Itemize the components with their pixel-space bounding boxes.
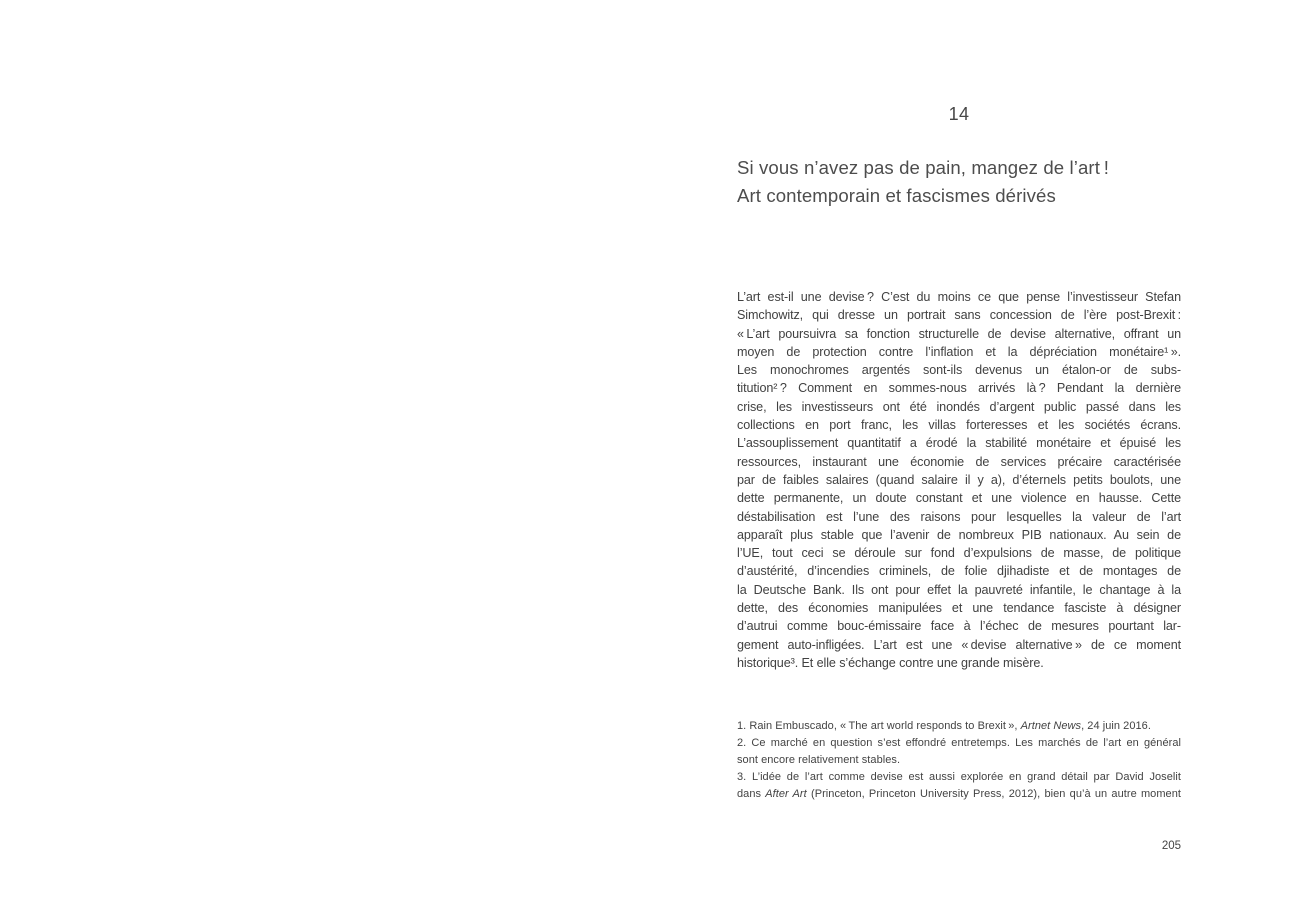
body-paragraph [737,288,1181,672]
footnote-line [737,769,1181,786]
footnote-text: dans [737,788,766,800]
footnote-text: sont encore relativement stables. [737,754,901,766]
page-number: 205 [1161,840,1181,852]
footnote-text: 3. L’idée de l’art comme devise est aussi explorée en grand détail par David Joselit [737,771,1181,783]
footnote-line [737,718,1181,735]
chapter-title [737,154,1181,209]
body-line: d’austérité, d’incendies criminels, de folie djihadiste et de montages de [737,564,1181,579]
body-line: crise, les investisseurs ont été inondés d’argent public passé dans les [737,399,1181,414]
body-line: titution² ? Comment en sommes-nous arrivés là ? Pendant la dernière [737,381,1181,396]
body-line: moyen de protection contre l’inflation et la dépréciation monétaire¹ ». [737,344,1181,359]
body-line: historique³. Et elle s’échange contre une grande misère. [737,655,1044,670]
footnote-text: 2. Ce marché en question s’est effondré entretemps. Les marchés de l’art en général [737,737,1181,749]
body-line: dette, des économies manipulées et une tendance fasciste à désigner [737,601,1181,616]
body-line: Les monochromes argentés sont-ils devenus un étalon-or de subs- [737,363,1181,378]
body-line: L’art est-il une devise ? C’est du moins ce que pense l’investisseur Stefan [737,290,1181,304]
chapter-number: 14 [948,104,970,124]
body-line: dette permanente, un doute constant et une violence en hausse. Cette [737,491,1181,506]
chapter-title-line-2: Art contemporain et fascismes dérivés [737,184,1056,206]
footnote-text: , 24 juin 2016. [1081,720,1151,732]
footnote-italic-text: Artnet News [1020,720,1082,732]
body-line: par de faibles salaires (quand salaire il y a), d’éternels petits boulots, une [737,472,1181,487]
footnote-line [737,786,1181,803]
footnote-line [737,752,1181,769]
body-line: L’assouplissement quantitatif a érodé la stabilité monétaire et épuisé les [737,436,1181,451]
footnote-line [737,735,1181,752]
body-line: ressources, instaurant une économie de services précaire caractérisée [737,454,1181,469]
body-line: déstabilisation est l’une des raisons pour lesquelles la valeur de l’art [737,509,1181,524]
body-line: Simchowitz, qui dresse un portrait sans concession de l’ère post-Brexit : [737,308,1181,323]
footnote-text: 1. Rain Embuscado, « The art world responds to Brexit », [737,720,1021,732]
body-line: apparaît plus stable que l’avenir de nombreux PIB nationaux. Au sein de [737,527,1181,542]
body-line: collections en port franc, les villas forteresses et les sociétés écrans. [737,418,1181,433]
body-line: l’UE, tout ceci se déroule sur fond d’expulsions de masse, de politique [737,546,1181,561]
body-line: « L’art poursuivra sa fonction structurelle de devise alternative, offrant un [737,326,1181,341]
footnotes [737,718,1181,803]
body-line: d’autrui comme bouc-émissaire face à l’échec de mesures pourtant lar- [737,619,1181,634]
body-line: gement auto-infligées. L’art est une « devise alternative » de ce moment [737,637,1181,652]
footnote-italic-text: After Art [765,788,807,800]
chapter-title-line-1: Si vous n’avez pas de pain, mangez de l’art ! [737,157,1110,178]
body-line: la Deutsche Bank. Ils ont pour effet la pauvreté infantile, le chantage à la [737,582,1181,597]
footnote-text: (Princeton, Princeton University Press, 2012), bien qu’à un autre moment [806,788,1181,800]
